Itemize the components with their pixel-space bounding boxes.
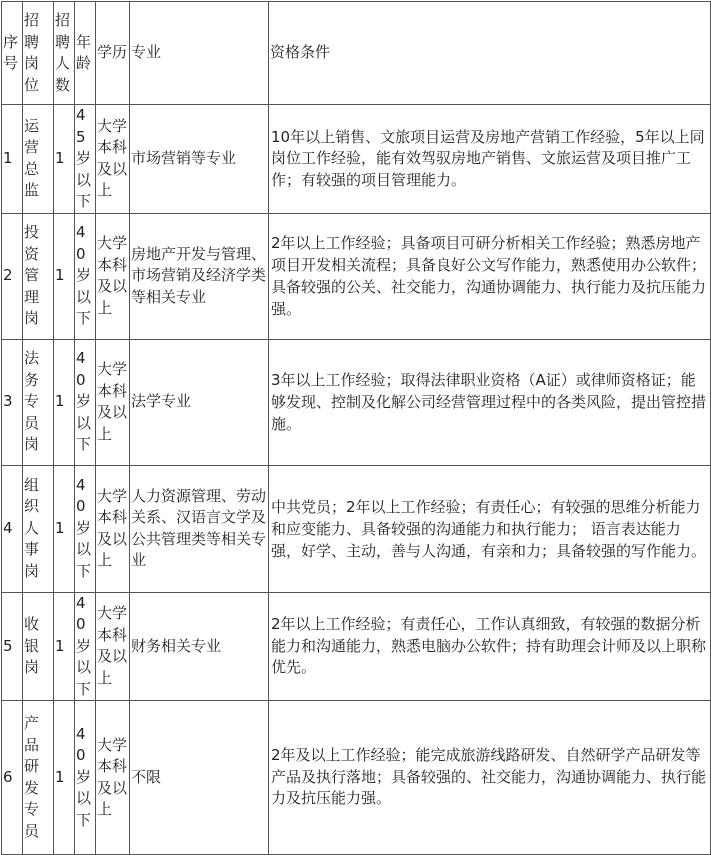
cell-count: 1	[54, 105, 75, 214]
cell-no: 2	[2, 213, 23, 339]
cell-education: 大学本科及以上	[96, 465, 130, 592]
recruitment-table	[1, 1, 711, 855]
header-no: 序号	[2, 2, 23, 105]
table-row	[2, 701, 711, 855]
cell-requirements: 2年及以上工作经验；能完成旅游线路研发、自然研学产品研发等产品及执行落地；具备较强的、社交能力，沟通协调能力、执行能力及抗压能力强。	[269, 701, 711, 855]
cell-count: 1	[54, 465, 75, 592]
table-row	[2, 592, 711, 701]
cell-age: 40岁以下	[75, 339, 96, 465]
cell-count: 1	[54, 592, 75, 701]
cell-age: 40岁以下	[75, 213, 96, 339]
header-row	[2, 2, 711, 105]
cell-education: 大学本科及以上	[96, 701, 130, 855]
cell-position: 产品研发专员	[23, 701, 54, 855]
header-age: 年龄	[75, 2, 96, 105]
cell-age: 45岁以下	[75, 105, 96, 214]
cell-position: 投资管理岗	[23, 213, 54, 339]
header-major: 专业	[130, 2, 269, 105]
cell-position: 收银岗	[23, 592, 54, 701]
cell-count: 1	[54, 213, 75, 339]
cell-count: 1	[54, 701, 75, 855]
cell-requirements: 2年以上工作经验；具备项目可研分析相关工作经验；熟悉房地产项目开发相关流程；具备良好公文写作能力，熟悉使用办公软件；具备较强的公关、社交能力，沟通协调能力、执行能力及抗压能力强。	[269, 213, 711, 339]
cell-major: 法学专业	[130, 339, 269, 465]
cell-education: 大学本科及以上	[96, 105, 130, 214]
header-position: 招聘岗位	[23, 2, 54, 105]
header-count: 招聘人数	[54, 2, 75, 105]
cell-position: 运营总监	[23, 105, 54, 214]
cell-age: 40岁以下	[75, 592, 96, 701]
cell-no: 5	[2, 592, 23, 701]
cell-requirements: 10年以上销售、文旅项目运营及房地产营销工作经验，5年以上同岗位工作经验，能有效驾驭房地产销售、文旅运营及项目推广工作；有较强的项目管理能力。	[269, 105, 711, 214]
cell-education: 大学本科及以上	[96, 592, 130, 701]
cell-age: 40岁以下	[75, 465, 96, 592]
table-row	[2, 105, 711, 214]
cell-major: 财务相关专业	[130, 592, 269, 701]
cell-age: 40岁以下	[75, 701, 96, 855]
cell-education: 大学本科及以上	[96, 213, 130, 339]
cell-no: 1	[2, 105, 23, 214]
cell-no: 3	[2, 339, 23, 465]
cell-position: 法务专员岗	[23, 339, 54, 465]
cell-major: 市场营销等专业	[130, 105, 269, 214]
table-row	[2, 465, 711, 592]
cell-no: 6	[2, 701, 23, 855]
cell-count: 1	[54, 339, 75, 465]
cell-position: 组织人事岗	[23, 465, 54, 592]
cell-requirements: 3年以上工作经验；取得法律职业资格（A证）或律师资格证；能够发现、控制及化解公司经营管理过程中的各类风险，提出管控措施。	[269, 339, 711, 465]
table-row	[2, 213, 711, 339]
cell-major: 不限	[130, 701, 269, 855]
cell-major: 房地产开发与管理、市场营销及经济学类等相关专业	[130, 213, 269, 339]
cell-education: 大学本科及以上	[96, 339, 130, 465]
header-requirements: 资格条件	[269, 2, 711, 105]
header-education: 学历	[96, 2, 130, 105]
cell-no: 4	[2, 465, 23, 592]
table-row	[2, 339, 711, 465]
cell-major: 人力资源管理、劳动关系、汉语言文学及公共管理类等相关专业	[130, 465, 269, 592]
cell-requirements: 2年以上工作经验；有责任心，工作认真细致，有较强的数据分析能力和沟通能力，熟悉电脑办公软件；持有助理会计师及以上职称优先。	[269, 592, 711, 701]
cell-requirements: 中共党员；2年以上工作经验；有责任心；有较强的思维分析能力和应变能力、具备较强的沟通能力和执行能力； 语言表达能力强，好学、主动，善与人沟通，有亲和力；具备较强的写作能力。	[269, 465, 711, 592]
